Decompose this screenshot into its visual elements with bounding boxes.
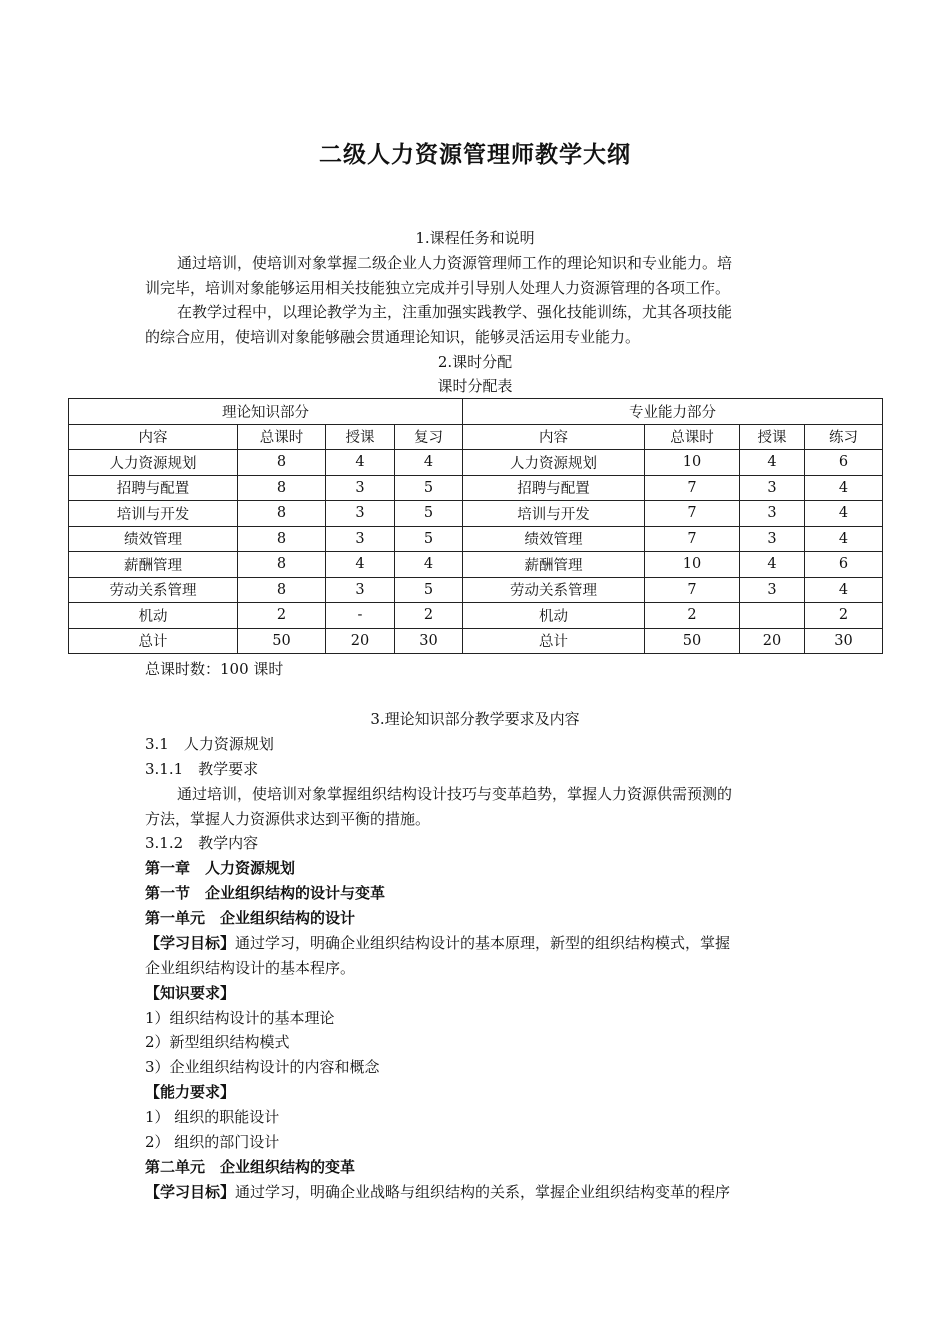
column-header: 内容 [69,424,238,450]
ability-label: 【能力要求】 [145,1083,236,1101]
table-cell: 机动 [463,603,645,629]
table-cell: 3 [326,577,395,603]
table-cell: 培训与开发 [69,501,238,527]
unit1-heading: 第一单元 企业组织结构的设计 [145,909,356,927]
section2-heading: 2.课时分配 [437,353,513,371]
column-header: 内容 [463,424,645,450]
subsection-3-1-2: 3.1.2 教学内容 [145,834,259,852]
table-cell: 10 [645,552,740,578]
section3-heading: 3.理论知识部分教学要求及内容 [370,710,580,728]
section1-para2-line1: 在教学过程中，以理论教学为主，注重加强实践教学、强化技能训练，尤其各项技能 [177,303,733,321]
table-cell: 4 [326,450,395,476]
table-cell: 总计 [69,628,238,654]
chapter-heading: 第一章 人力资源规划 [145,859,296,877]
table-cell: 薪酬管理 [69,552,238,578]
requirement-line1: 通过培训，使培训对象掌握组织结构设计技巧与变革趋势，掌握人力资源供需预测的 [177,785,733,803]
table-cell: 4 [326,552,395,578]
hours-allocation-table [68,398,883,654]
table-row [69,501,883,527]
column-header: 授课 [740,424,805,450]
table-cell: 4 [740,450,805,476]
table-cell: 3 [740,501,805,527]
table-cell: 50 [645,628,740,654]
knowledge-item: 3）企业组织结构设计的内容和概念 [145,1058,380,1076]
table-cell: 4 [395,552,463,578]
table-cell: 10 [645,450,740,476]
table-cell: 2 [645,603,740,629]
knowledge-label: 【知识要求】 [145,984,236,1002]
table-cell: 薪酬管理 [463,552,645,578]
table-cell: 20 [326,628,395,654]
table-cell: 4 [395,450,463,476]
subsection-3-1: 3.1 人力资源规划 [145,735,274,753]
knowledge-item: 1）组织结构设计的基本理论 [145,1009,335,1027]
table-cell: 30 [395,628,463,654]
table-cell: 3 [740,577,805,603]
unit1-goal-text: 通过学习，明确企业组织结构设计的基本原理，新型的组织结构模式，掌握 [235,934,731,952]
unit2-heading: 第二单元 企业组织结构的变革 [145,1158,356,1176]
table-row [69,475,883,501]
table-cell: 50 [238,628,326,654]
unit1-goal-line2: 企业组织结构设计的基本程序。 [145,959,356,977]
table-cell: 4 [805,501,883,527]
table-cell: 8 [238,475,326,501]
table-cell: 招聘与配置 [463,475,645,501]
table-row [69,577,883,603]
learning-goal-label: 【学习目标】 [145,1183,236,1201]
page-title: 二级人力资源管理师教学大纲 [319,141,631,168]
table-group-header-row [69,399,883,425]
table-column-header-row [69,424,883,450]
table-cell: 8 [238,501,326,527]
table-cell: 绩效管理 [463,526,645,552]
table-cell: 4 [805,526,883,552]
table-cell: 劳动关系管理 [69,577,238,603]
unit1-goal-line1 [145,931,815,956]
table-cell: 6 [805,450,883,476]
table-cell: 3 [326,475,395,501]
unit2-goal-line1 [145,1180,815,1205]
column-header: 总课时 [238,424,326,450]
column-header: 复习 [395,424,463,450]
table-cell: 绩效管理 [69,526,238,552]
table-cell: 5 [395,501,463,527]
column-header: 授课 [326,424,395,450]
table-cell: 总计 [463,628,645,654]
table-cell: 2 [238,603,326,629]
knowledge-item: 2）新型组织结构模式 [145,1033,290,1051]
section1-para1-line1: 通过培训，使培训对象掌握二级企业人力资源管理师工作的理论知识和专业能力。培 [177,254,733,272]
table-cell: 3 [740,526,805,552]
table-cell: 7 [645,501,740,527]
table-caption: 课时分配表 [437,377,513,395]
table-cell: 5 [395,526,463,552]
table-cell: 2 [395,603,463,629]
table-cell: 4 [740,552,805,578]
table-cell: 7 [645,526,740,552]
table-row [69,603,883,629]
table-total-row [69,628,883,654]
table-cell: 6 [805,552,883,578]
table-cell: 3 [326,526,395,552]
table-cell [740,603,805,629]
table-row [69,450,883,476]
table-cell: 7 [645,577,740,603]
section1-heading: 1.课程任务和说明 [415,229,535,247]
total-hours-note: 总课时数：100 课时 [145,660,284,678]
section-heading: 第一节 企业组织结构的设计与变革 [145,884,386,902]
table-cell: 4 [805,475,883,501]
table-cell: - [326,603,395,629]
table-cell: 人力资源规划 [463,450,645,476]
ability-item: 1） 组织的职能设计 [145,1108,280,1126]
section1-para2-line2: 的综合应用，使培训对象能够融会贯通理论知识，能够灵活运用专业能力。 [145,328,641,346]
ability-item: 2） 组织的部门设计 [145,1133,280,1151]
table-cell: 5 [395,577,463,603]
table-cell: 培训与开发 [463,501,645,527]
table-cell: 2 [805,603,883,629]
column-header: 练习 [805,424,883,450]
table-cell: 8 [238,552,326,578]
subsection-3-1-1: 3.1.1 教学要求 [145,760,259,778]
table-cell: 机动 [69,603,238,629]
table-cell: 8 [238,450,326,476]
table-cell: 5 [395,475,463,501]
table-cell: 20 [740,628,805,654]
learning-goal-label: 【学习目标】 [145,934,236,952]
column-header: 总课时 [645,424,740,450]
table-cell: 8 [238,577,326,603]
table-cell: 人力资源规划 [69,450,238,476]
table-cell: 劳动关系管理 [463,577,645,603]
requirement-line2: 方法，掌握人力资源供求达到平衡的措施。 [145,810,431,828]
table-row [69,526,883,552]
table-cell: 30 [805,628,883,654]
group-header-theory: 理论知识部分 [69,399,463,425]
table-cell: 3 [326,501,395,527]
table-row [69,552,883,578]
table-cell: 4 [805,577,883,603]
table-cell: 招聘与配置 [69,475,238,501]
section1-para1-line2: 训完毕，培训对象能够运用相关技能独立完成并引导别人处理人力资源管理的各项工作。 [145,279,731,297]
table-cell: 8 [238,526,326,552]
group-header-skills: 专业能力部分 [463,399,883,425]
table-cell: 7 [645,475,740,501]
unit2-goal-text: 通过学习，明确企业战略与组织结构的关系，掌握企业组织结构变革的程序 [235,1183,731,1201]
table-cell: 3 [740,475,805,501]
